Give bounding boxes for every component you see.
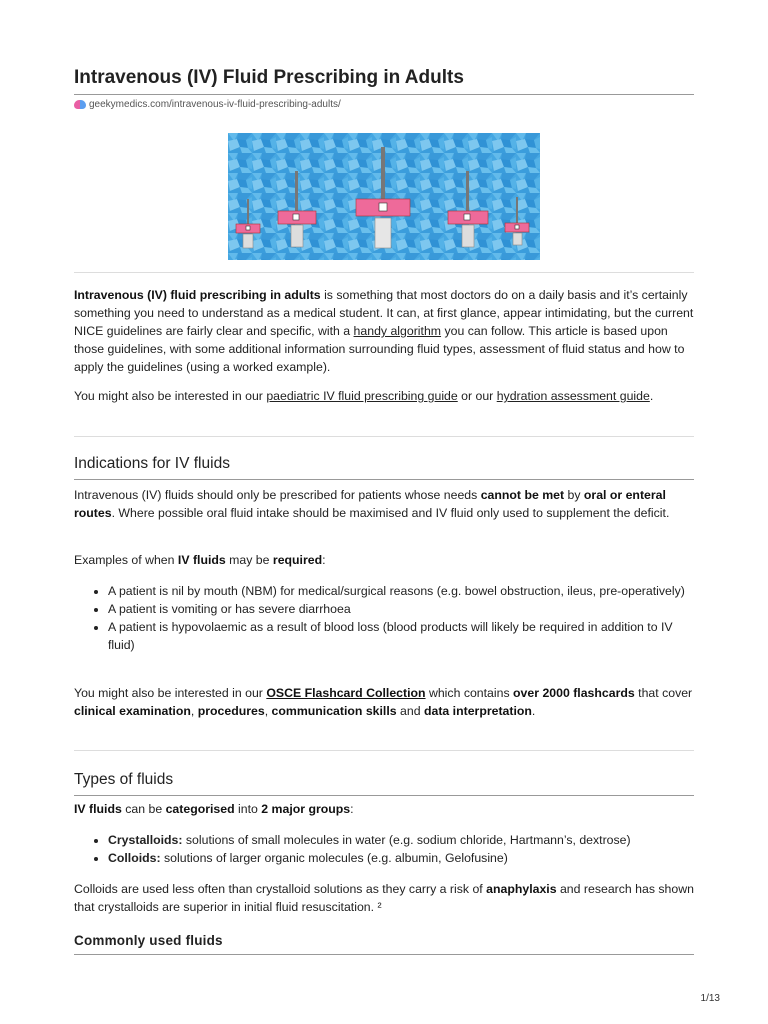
indications-paragraph: Intravenous (IV) fluids should only be prescribed for patients whose needs cannot be met by oral or enteral routes. Where possible oral fluid intake should be maximised and IV fluid only used to supplement the deficit.	[74, 488, 670, 520]
osce-flashcard-link[interactable]: OSCE Flashcard Collection	[266, 686, 426, 700]
source-line	[74, 99, 341, 110]
divider	[74, 436, 694, 437]
list-item: • A patient is vomiting or has severe diarrhoea	[108, 600, 694, 618]
list-item: • Crystalloids: solutions of small molecules in water (e.g. sodium chloride, Hartmann’s, dextrose)	[108, 831, 694, 849]
indications-list	[74, 582, 694, 654]
source-url[interactable]: geekymedics.com/intravenous-iv-fluid-prescribing-adults/	[89, 99, 341, 110]
fluid-types-list	[74, 831, 694, 867]
divider	[74, 750, 694, 751]
list-item: • A patient is hypovolaemic as a result of blood loss (blood products will likely be required in addition to IV fluid)	[108, 618, 694, 654]
heading-underline	[74, 795, 694, 796]
handy-algorithm-link[interactable]: handy algorithm	[353, 324, 442, 338]
intro-paragraph: Intravenous (IV) fluid prescribing in adults is something that most doctors do on a daily basis and it’s certainly something you need to understand as a medical student. It can, at first glance, appear intimidating, but the current NICE guidelines are fairly clear and specific, with a handy algorithm you can follow. This article is based upon those guidelines, with some additional information surrounding fluid types, assessment of fluid status and how to apply the guidelines (using a worked example).	[74, 288, 694, 374]
colloids-paragraph: Colloids are used less often than crystalloid solutions as they carry a risk of anaphylaxis and research has shown that crystalloids are superior in initial fluid resuscitation. ²	[74, 882, 694, 914]
commonly-used-fluids-heading: Commonly used fluids	[74, 933, 223, 948]
hydration-guide-link[interactable]: hydration assessment guide	[496, 389, 650, 403]
brain-logo-icon	[74, 100, 86, 109]
title-divider	[74, 94, 694, 95]
cannula-image	[228, 133, 540, 260]
heading-underline	[74, 954, 694, 955]
indications-heading: Indications for IV fluids	[74, 455, 230, 472]
types-paragraph: IV fluids can be categorised into 2 major groups:	[74, 802, 354, 816]
types-heading: Types of fluids	[74, 771, 174, 788]
osce-paragraph: You might also be interested in our OSCE Flashcard Collection which contains over 2000 flashcards that cover clinical examination, procedures, communication skills and data interpretation.	[74, 686, 693, 718]
examples-paragraph: Examples of when IV fluids may be required:	[74, 553, 326, 567]
page-number: 1/13	[700, 993, 720, 1004]
heading-underline	[74, 479, 694, 480]
list-item: • A patient is nil by mouth (NBM) for medical/surgical reasons (e.g. bowel obstruction, ileus, pre-operatively)	[108, 582, 694, 600]
paediatric-guide-link[interactable]: paediatric IV fluid prescribing guide	[266, 389, 458, 403]
divider	[74, 272, 694, 273]
also-interested-paragraph: You might also be interested in our paediatric IV fluid prescribing guide or our hydration assessment guide.	[74, 389, 654, 403]
list-item: • Colloids: solutions of larger organic molecules (e.g. albumin, Gelofusine)	[108, 849, 694, 867]
page-title: Intravenous (IV) Fluid Prescribing in Adults	[74, 67, 464, 88]
